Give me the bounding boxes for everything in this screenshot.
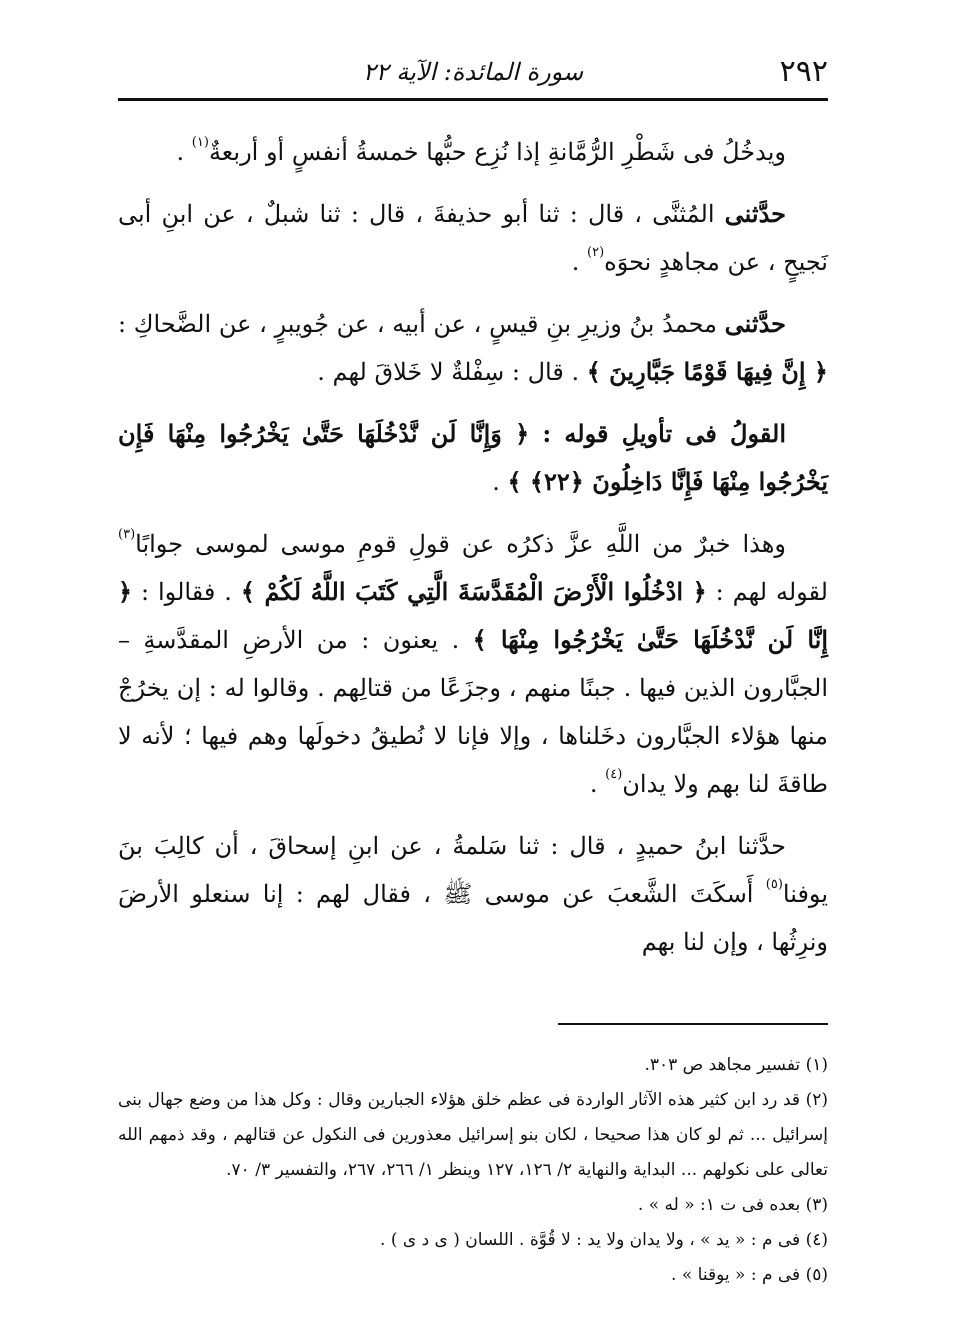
paragraph-end: . <box>492 468 508 496</box>
paragraph-text: أَسكَتَ الشَّعبَ عن موسى ﷺ ، فقال لهم : إنا سنعلو الأرضَ ونرِثُها ، وإن لنا بهم <box>118 880 828 956</box>
paragraph-text: . يعنون : من الأرضِ المقدَّسةِ – الجبَّارون الذين فيها . جبنًا منهم ، وجزَعًا من قتالِهم . وقالوا له : إن يخرُجْ منها هؤلاء الجبَّارون دخَلناها ، وإلا فإنا لا نُطيقُ دخولَها وهم فيها ؛ لأنه لا طاقةَ لنا بهم ولا يدان <box>118 626 828 798</box>
paragraph-6 <box>118 822 828 966</box>
footnote-3: (٣) بعده فى ت ١: « له » . <box>637 1195 828 1215</box>
paragraph-text: ويدخُلُ فى شَطْرِ الرُّمَّانةِ إذا نُزِع حبُّها خمسةُ أنفسٍ أو أربعةٌ <box>208 138 786 166</box>
paragraph-2 <box>118 190 828 286</box>
paragraph-5 <box>118 520 828 808</box>
footnote-marker: (١) <box>191 135 209 150</box>
footnote-2: (٢) قد رد ابن كثير هذه الآثار الواردة فى عظم خلق هؤلاء الجبارين وقال : وكل هذا من وضع جهال بنى إسرائيل ... ثم لو كان هذا صحيحا ، لكان بنو إسرائيل معذورين فى النكول عن قتالهم ، وقد ذمهم الله تعالى على نكولهم ... البداية والنهاية ٢/ ١٢٦، ١٢٧ وينظر ١/ ٢٦٦، ٢٦٧، والتفسير ٣/ ٧٠. <box>118 1090 828 1180</box>
paragraph-text: . فقالوا : <box>132 578 241 606</box>
quran-verse: ﴿ ادْخُلُوا الْأَرْضَ الْمُقَدَّسَةَ الَّتِي كَتَبَ اللَّهُ لَكُمْ ﴾ <box>240 577 707 606</box>
footnote-4: (٤) فى م : « يد » ، ولا يدان ولا يد : لا قُوَّة . اللسان ( ى د ى ) . <box>380 1230 828 1250</box>
footnote-marker: (٤) <box>605 767 623 782</box>
quran-verse: ﴿ وَإِنَّا لَن نَّدْخُلَهَا حَتَّىٰ يَخْرُجُوا مِنْهَا فَإِن يَخْرُجُوا مِنْهَا فَإِنَّا دَاخِلُونَ ﴿٢٢﴾ ﴾ <box>118 419 828 496</box>
paragraph-end: . <box>571 248 588 276</box>
paragraph-4-heading <box>118 410 828 506</box>
footnote-rule <box>558 1023 828 1025</box>
footnote-1: (١) تفسير مجاهد ص ٣٠٣. <box>644 1055 828 1075</box>
footnote-marker: (٢) <box>587 245 605 260</box>
paragraph-3 <box>118 300 828 396</box>
paragraph-1 <box>118 128 828 176</box>
paragraph-text: . قال : سِفْلةٌ لا خَلاقَ لهم . <box>317 358 587 386</box>
page-number: ٢٩٢ <box>779 54 828 89</box>
paragraph-end: . <box>589 770 606 798</box>
header-rule <box>118 98 828 101</box>
quran-verse: ﴿ إِنَّ فِيهَا قَوْمًا جَبَّارِينَ ﴾ <box>586 357 828 386</box>
footnote-marker: (٣) <box>118 527 136 542</box>
lead-word: حدَّثنى <box>724 199 786 228</box>
paragraph-text: المُثنَّى ، قال : ثنا أبو حذيفةَ ، قال : ثنا شبلٌ ، عن ابنِ أبى نَجيحٍ ، عن مجاهدٍ نحوَه <box>118 200 828 276</box>
lead-word: حدَّثنى <box>724 309 786 338</box>
paragraph-end: . <box>176 138 192 166</box>
page-header <box>118 48 828 98</box>
footnote-marker: (٥) <box>765 877 783 892</box>
footnote-5: (٥) فى م : « يوقنا » . <box>671 1265 828 1285</box>
main-text <box>118 128 828 980</box>
quran-verse: ﴿ إِنَّا لَن نَّدْخُلَهَا حَتَّىٰ يَخْرُجُوا مِنْهَا ﴾ <box>118 577 828 654</box>
paragraph-text: لقوله لهم : <box>706 578 828 606</box>
paragraph-text: محمدُ بنُ وزيرِ بنِ قيسٍ ، عن أبيه ، عن جُويبرٍ ، عن الضَّحاكِ : <box>118 310 725 338</box>
paragraph-text: حدَّثنا ابنُ حميدٍ ، قال : ثنا سَلمةُ ، عن ابنِ إسحاقَ ، أن كالِبَ بنَ يوفنا <box>118 832 828 908</box>
paragraph-text: وهذا خبرٌ من اللَّهِ عزَّ ذكرُه عن قولِ قومِ موسى لموسى جوابًا <box>135 530 786 558</box>
section-heading: القولُ فى تأويلِ قوله : <box>542 419 787 448</box>
running-title: سورة المائدة: الآية ٢٢ <box>362 58 584 86</box>
footnotes <box>118 1048 828 1293</box>
